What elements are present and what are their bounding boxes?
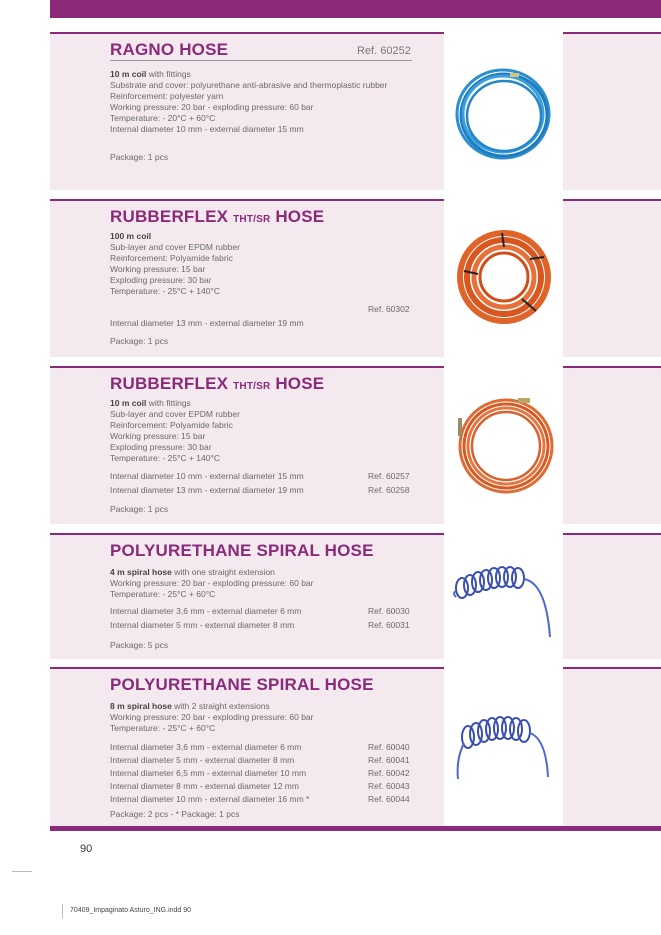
product-description: 10 m coil with fittings xyxy=(110,69,191,79)
product-panel-rubberflex-fittings xyxy=(50,366,444,524)
size-row: Internal diameter 3,6 mm - external diameter 6 mm Ref. 60030 xyxy=(110,606,410,616)
spec-line: Temperature: - 25°C + 140°C xyxy=(110,286,221,296)
product-panel-ragno xyxy=(50,32,444,190)
spec-line: Reinforcement: polyester yarn xyxy=(110,91,224,101)
size-row: Internal diameter 10 mm - external diameter 16 mm * Ref. 60044 xyxy=(110,794,410,804)
spiral-hose-icon xyxy=(444,533,563,657)
product-description: 8 m spiral hose with 2 straight extensions xyxy=(110,701,270,711)
spec-line: Temperature: - 25°C + 60°C xyxy=(110,723,216,733)
side-panel xyxy=(563,667,661,828)
spec-line: Temperature: - 25°C + 60°C xyxy=(110,589,216,599)
product-title: RUBBERFLEX THT/SR HOSE xyxy=(110,374,325,393)
spec-line: Sub-layer and cover EPDM rubber xyxy=(110,409,240,419)
size-row: Internal diameter 10 mm - external diameter 15 mm Ref. 60257 xyxy=(110,471,410,481)
side-panel xyxy=(563,533,661,659)
size-row: Internal diameter 6,5 mm - external diameter 10 mm Ref. 60042 xyxy=(110,768,410,778)
crop-mark xyxy=(62,904,63,918)
product-image xyxy=(444,199,563,355)
package-info: Package: 1 pcs xyxy=(110,152,169,162)
orange-hose-coil-icon xyxy=(444,199,563,355)
spec-line: Exploding pressure: 30 bar xyxy=(110,275,212,285)
product-image xyxy=(444,32,563,188)
spec-line: Internal diameter 10 mm - external diameter 15 mm xyxy=(110,124,304,134)
product-image xyxy=(444,533,563,657)
size-row: Internal diameter 13 mm - external diameter 19 mm xyxy=(110,318,304,328)
package-info: Package: 2 pcs - * Package: 1 pcs xyxy=(110,809,240,819)
product-title: RUBBERFLEX THT/SR HOSE xyxy=(110,207,325,226)
spec-line: Working pressure: 20 bar - exploding pressure: 60 bar xyxy=(110,712,314,722)
product-ref: Ref. 60302 xyxy=(368,304,410,314)
crop-mark xyxy=(12,871,32,872)
spec-line: Substrate and cover: polyurethane anti-abrasive and thermoplastic rubber xyxy=(110,80,388,90)
product-ref: Ref. 60252 xyxy=(357,45,411,57)
package-info: Package: 1 pcs xyxy=(110,504,169,514)
page-number: 90 xyxy=(80,843,93,855)
spec-line: Working pressure: 15 bar xyxy=(110,431,206,441)
size-row: Internal diameter 8 mm - external diameter 12 mm Ref. 60043 xyxy=(110,781,410,791)
spec-line: Temperature: - 20°C + 60°C xyxy=(110,113,216,123)
product-description: 10 m coil with fittings xyxy=(110,398,191,408)
package-info: Package: 1 pcs xyxy=(110,336,169,346)
package-info: Package: 5 pcs xyxy=(110,640,169,650)
spec-line: Working pressure: 15 bar xyxy=(110,264,206,274)
product-title: RAGNO HOSE xyxy=(110,40,229,59)
spec-line: Exploding pressure: 30 bar xyxy=(110,442,212,452)
top-brand-bar xyxy=(50,0,661,18)
product-panel-rubberflex-coil xyxy=(50,199,444,357)
spec-line: Temperature: - 25°C + 140°C xyxy=(110,453,221,463)
spec-line: Working pressure: 20 bar - exploding pressure: 60 bar xyxy=(110,578,314,588)
size-row: Internal diameter 13 mm - external diameter 19 mm Ref. 60258 xyxy=(110,485,410,495)
bottom-brand-bar xyxy=(50,826,661,831)
spec-line: Reinforcement: Polyamide fabric xyxy=(110,420,233,430)
side-panel xyxy=(563,199,661,357)
product-description: 4 m spiral hose with one straight extension xyxy=(110,567,275,577)
spec-line: Sub-layer and cover EPDM rubber xyxy=(110,242,240,252)
side-panel xyxy=(563,366,661,524)
spec-line: Working pressure: 20 bar - exploding pressure: 60 bar xyxy=(110,102,314,112)
spiral-hose-two-ext-icon xyxy=(444,667,563,826)
blue-hose-coil-icon xyxy=(444,32,563,188)
product-panel-spiral-8m xyxy=(50,667,444,828)
size-row: Internal diameter 3,6 mm - external diameter 6 mm Ref. 60040 xyxy=(110,742,410,752)
orange-hose-fittings-icon xyxy=(444,366,563,522)
product-title: POLYURETHANE SPIRAL HOSE xyxy=(110,541,374,560)
print-footer: 70409_Impaginato Asturo_ING.indd 90 xyxy=(70,907,192,914)
size-row: Internal diameter 5 mm - external diameter 8 mm Ref. 60031 xyxy=(110,620,410,630)
product-description: 100 m coil xyxy=(110,231,152,241)
side-panel xyxy=(563,32,661,190)
product-image xyxy=(444,667,563,826)
size-row: Internal diameter 5 mm - external diameter 8 mm Ref. 60041 xyxy=(110,755,410,765)
title-underline xyxy=(110,60,412,61)
spec-line: Reinforcement: Polyamide fabric xyxy=(110,253,233,263)
product-image xyxy=(444,366,563,522)
product-panel-spiral-4m xyxy=(50,533,444,659)
product-title: POLYURETHANE SPIRAL HOSE xyxy=(110,675,374,694)
